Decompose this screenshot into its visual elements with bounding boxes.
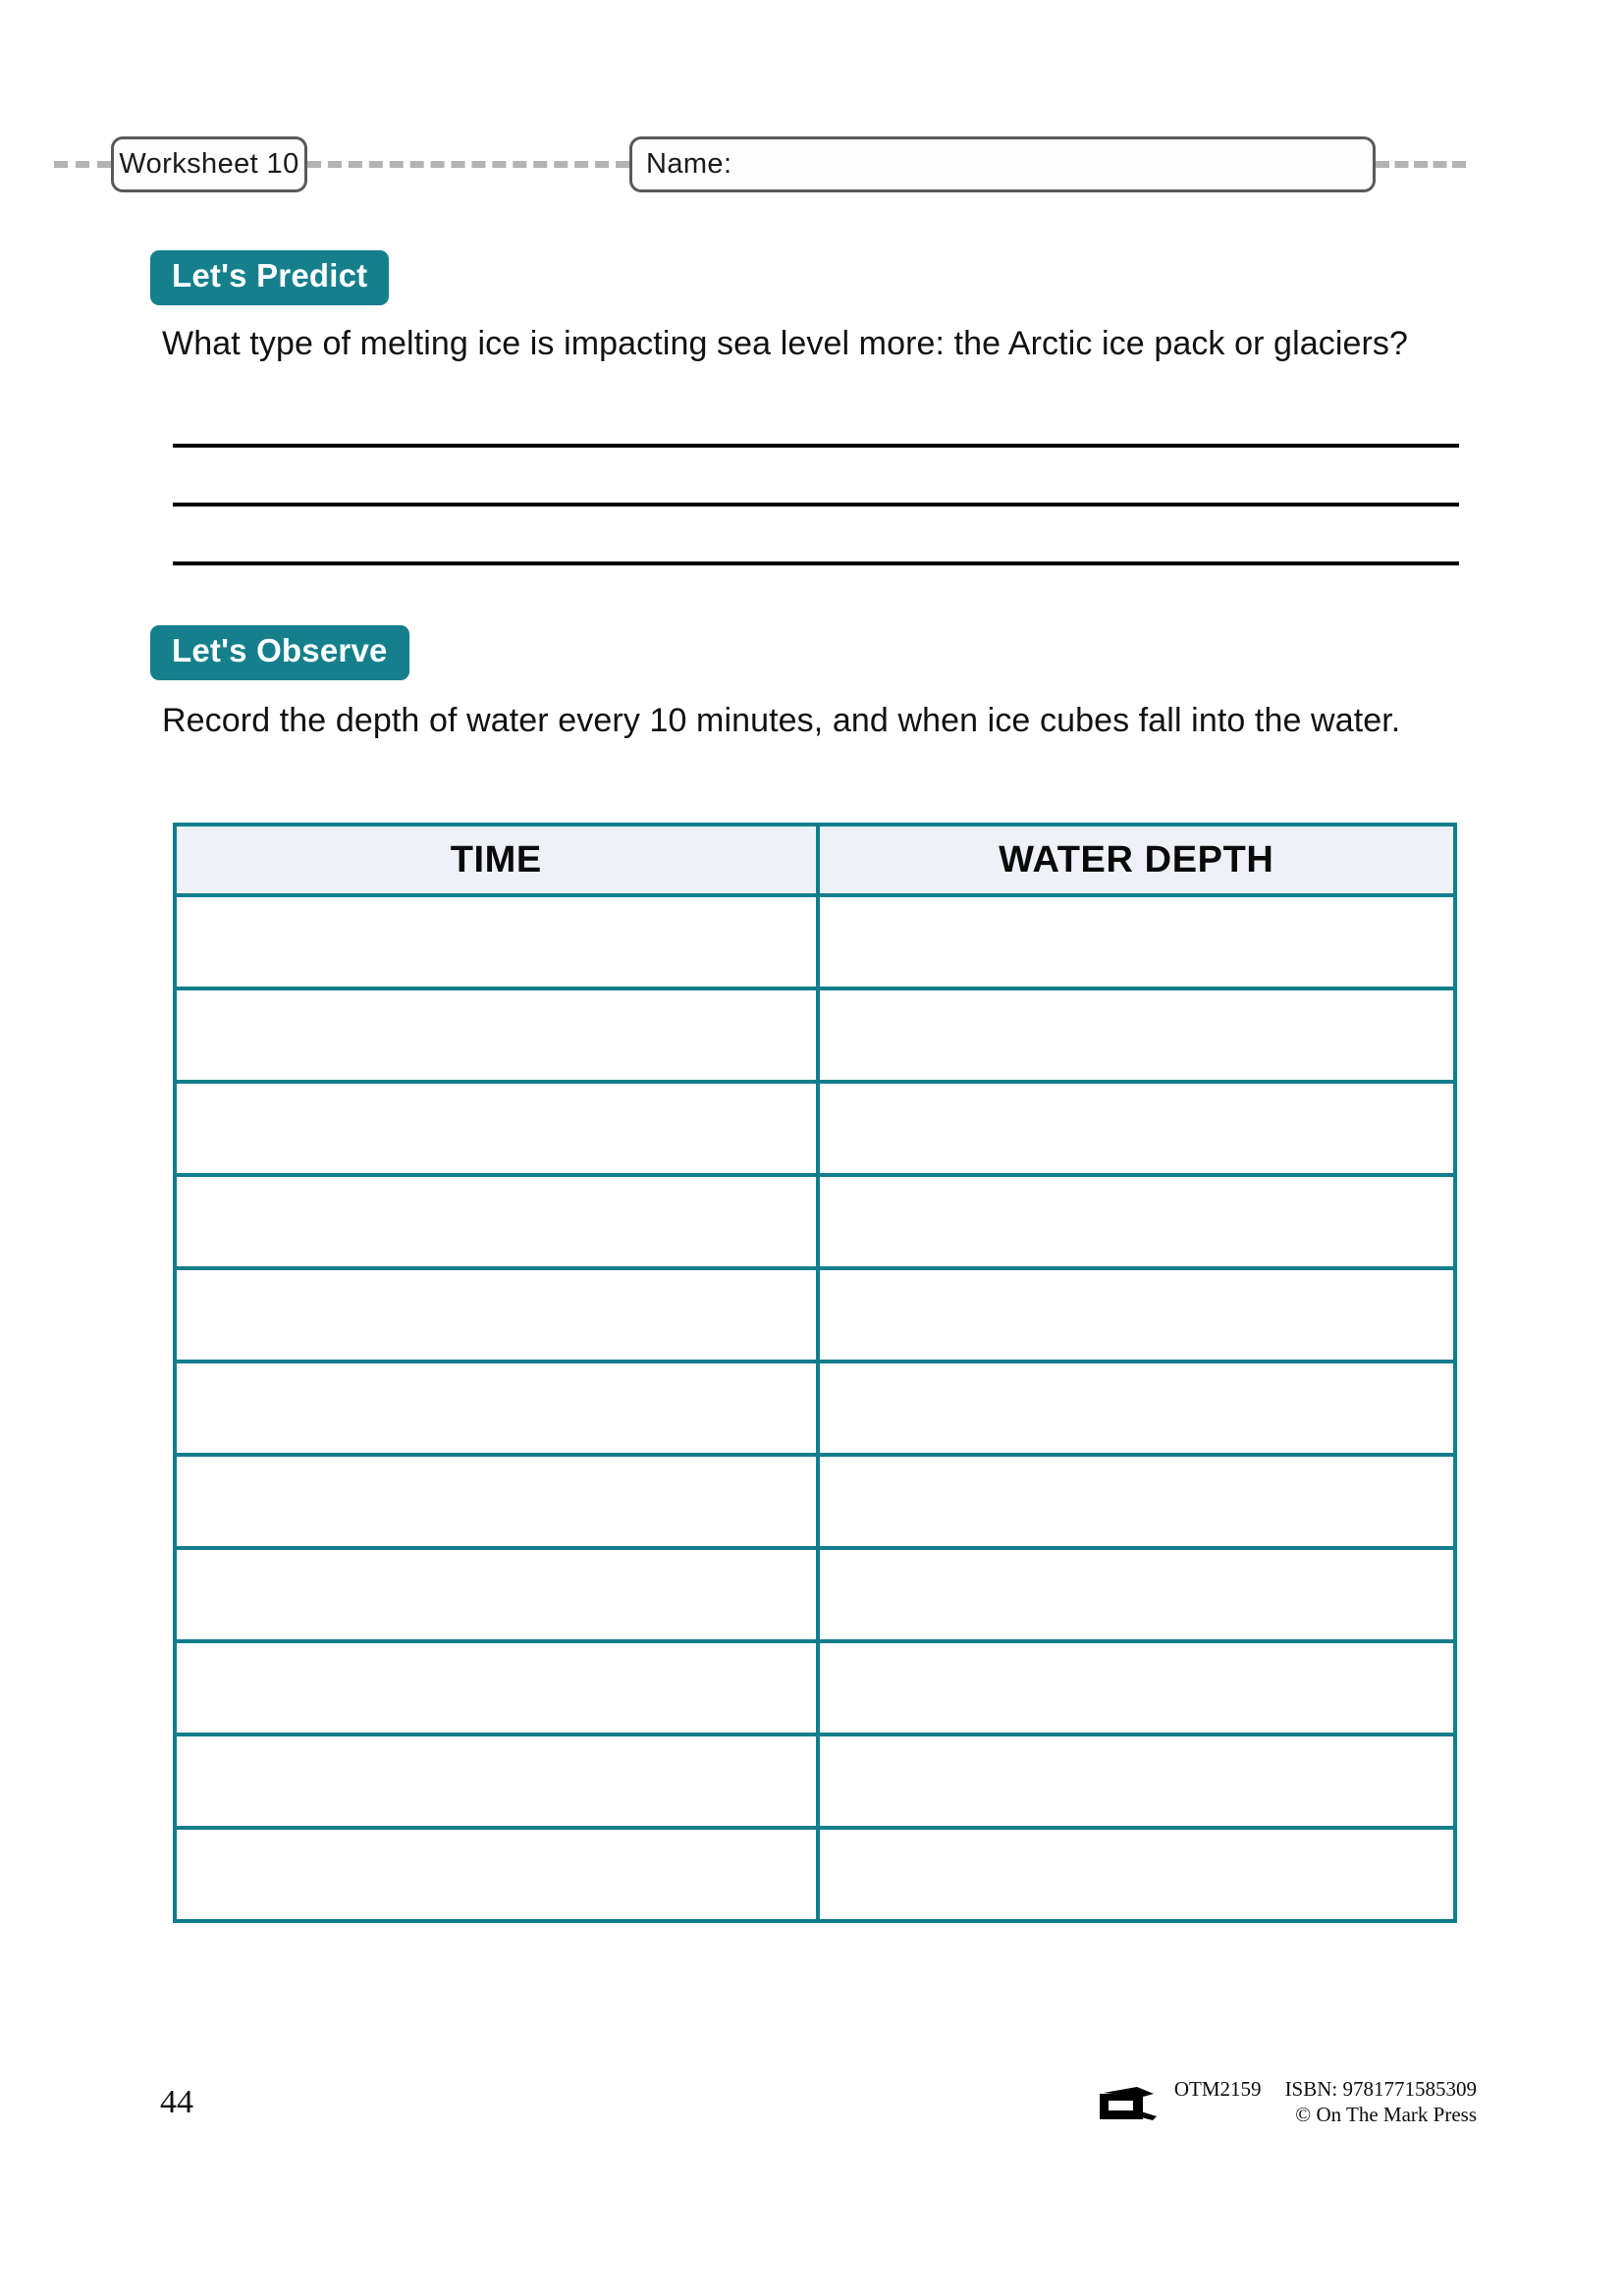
cell-water-depth[interactable] [818, 1268, 1455, 1362]
product-code: OTM2159 [1173, 2077, 1262, 2101]
observe-instruction: Record the depth of water every 10 minutes, and when ice cubes fall into the water. [162, 702, 1401, 739]
cell-water-depth[interactable] [818, 1082, 1455, 1175]
name-field[interactable] [629, 136, 1376, 192]
copyright-text: © On The Mark Press [1295, 2103, 1477, 2126]
worksheet-number-box [111, 136, 307, 192]
cell-time[interactable] [175, 1455, 818, 1548]
section-badge-observe: Let's Observe [150, 625, 409, 680]
table-row[interactable] [175, 1828, 1455, 1921]
footer-credit [1098, 2076, 1477, 2127]
cell-water-depth[interactable] [818, 895, 1455, 988]
cell-water-depth[interactable] [818, 1548, 1455, 1641]
column-header-time: TIME [175, 825, 818, 895]
table-row[interactable] [175, 1735, 1455, 1828]
table-row[interactable] [175, 1268, 1455, 1362]
table-row[interactable] [175, 1641, 1455, 1735]
credit-text-block [1174, 2076, 1477, 2127]
cell-water-depth[interactable] [818, 988, 1455, 1082]
cell-water-depth[interactable] [818, 1641, 1455, 1735]
cell-water-depth[interactable] [818, 1455, 1455, 1548]
table-head [175, 825, 1455, 895]
header-dash-middle [307, 161, 629, 168]
table-row[interactable] [175, 1175, 1455, 1268]
header-dash-right [1376, 161, 1466, 168]
answer-line[interactable] [173, 561, 1459, 565]
table-header-row [175, 825, 1455, 895]
table-body [175, 895, 1455, 1921]
page-number: 44 [160, 2084, 193, 2120]
answer-line[interactable] [173, 503, 1459, 507]
table-row[interactable] [175, 1548, 1455, 1641]
table-row[interactable] [175, 1082, 1455, 1175]
worksheet-header [54, 133, 1571, 194]
cell-time[interactable] [175, 1268, 818, 1362]
cell-time[interactable] [175, 1082, 818, 1175]
cell-time[interactable] [175, 1828, 818, 1921]
table-row[interactable] [175, 1455, 1455, 1548]
cell-water-depth[interactable] [818, 1735, 1455, 1828]
table-row[interactable] [175, 988, 1455, 1082]
predict-answer-lines[interactable] [173, 444, 1459, 565]
table-row[interactable] [175, 895, 1455, 988]
cell-water-depth[interactable] [818, 1362, 1455, 1455]
column-header-water-depth: WATER DEPTH [818, 825, 1455, 895]
observation-table [173, 823, 1457, 1923]
cell-time[interactable] [175, 1548, 818, 1641]
predict-question: What type of melting ice is impacting sea level more: the Arctic ice pack or glaciers? [162, 325, 1409, 362]
header-dash-left [54, 161, 111, 168]
worksheet-number-label: Worksheet 10 [119, 147, 299, 180]
answer-line[interactable] [173, 444, 1459, 448]
publisher-logo-icon [1098, 2084, 1159, 2123]
cell-water-depth[interactable] [818, 1175, 1455, 1268]
cell-time[interactable] [175, 1175, 818, 1268]
cell-time[interactable] [175, 1641, 818, 1735]
cell-time[interactable] [175, 1735, 818, 1828]
cell-time[interactable] [175, 895, 818, 988]
name-field-label: Name: [646, 147, 732, 180]
table-row[interactable] [175, 1362, 1455, 1455]
cell-water-depth[interactable] [818, 1828, 1455, 1921]
section-badge-predict: Let's Predict [150, 250, 389, 305]
isbn-text: ISBN: 9781771585309 [1284, 2077, 1477, 2101]
cell-time[interactable] [175, 1362, 818, 1455]
cell-time[interactable] [175, 988, 818, 1082]
